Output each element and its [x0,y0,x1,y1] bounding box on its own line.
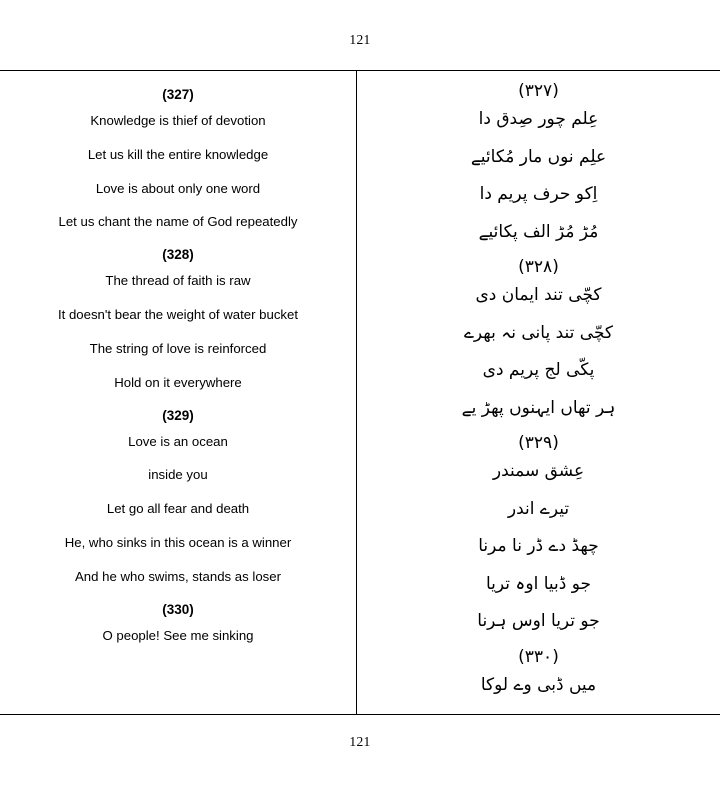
stanza-block [357,433,720,635]
page-number-bottom: 121 [349,734,371,749]
verse-line: inside you [148,467,208,483]
verse-line: عِشق سمندر [492,461,585,481]
stanza-block [357,647,720,699]
two-column-body [0,71,720,714]
verse-line: کچّی تند ایمان دی [475,285,602,305]
verse-line: علِم نوں مار مُکائیے [470,146,607,167]
verse-line: تیرے اندر [507,498,570,519]
verse-line: Let us chant the name of God repeatedly [58,214,298,230]
stanza-number: (۳۳۰) [518,646,559,667]
stanza-block [0,247,356,391]
stanza-number: (330) [162,601,194,617]
stanza-number: (۳۲۹) [518,433,559,453]
verse-line: Love is an ocean [128,433,228,449]
urdu-original-column [357,71,720,714]
stanza-number: (۳۲۸) [518,257,559,277]
verse-line: جو ڈبیا اوہ تریا [485,573,592,594]
verse-line: Hold on it everywhere [114,374,242,390]
stanza-block [357,81,720,245]
verse-line: The string of love is reinforced [89,340,267,356]
verse-line: اِکو حرف پریم دا [479,184,598,204]
verse-line: The thread of faith is raw [105,273,251,289]
verse-line: Let us kill the entire knowledge [87,146,269,162]
verse-line: مُڑ مُڑ الف پکائیے [478,221,599,242]
verse-line: جو تریا اوس ہرنا [477,611,600,631]
verse-line: It doesn't bear the weight of water bucket [57,307,299,323]
stanza-block [0,87,356,231]
stanza-number: (۳۲۷) [518,81,559,101]
verse-line: ہر تھاں ایہنوں پھڑ یے [461,397,616,418]
stanza-block [357,257,720,421]
stanza-number: (328) [162,247,194,263]
verse-line: And he who swims, stands as loser [75,568,281,584]
stanza-block [0,408,356,586]
verse-line: چھڈ دے ڈر نا مرنا [478,536,599,556]
verse-line: پکّی لج پریم دی [482,360,595,380]
verse-line: Knowledge is thief of devotion [90,113,266,128]
stanza-number: (329) [162,407,194,423]
bottom-horizontal-rule [0,714,720,715]
page-number-top: 121 [349,32,371,47]
verse-line: O people! See me sinking [102,627,254,643]
verse-line: عِلم چور صِدق دا [478,109,599,129]
verse-line: Love is about only one word [95,180,261,196]
verse-line: He, who sinks in this ocean is a winner [64,534,292,550]
stanza-block [0,602,356,645]
verse-line: کچّی تند پانی نہ بھرے [463,322,614,343]
verse-line: میں ڈبی وے لوکا [480,674,597,695]
stanza-number: (327) [162,87,194,102]
verse-line: Let go all fear and death [106,501,250,517]
english-translation-column [0,71,356,714]
